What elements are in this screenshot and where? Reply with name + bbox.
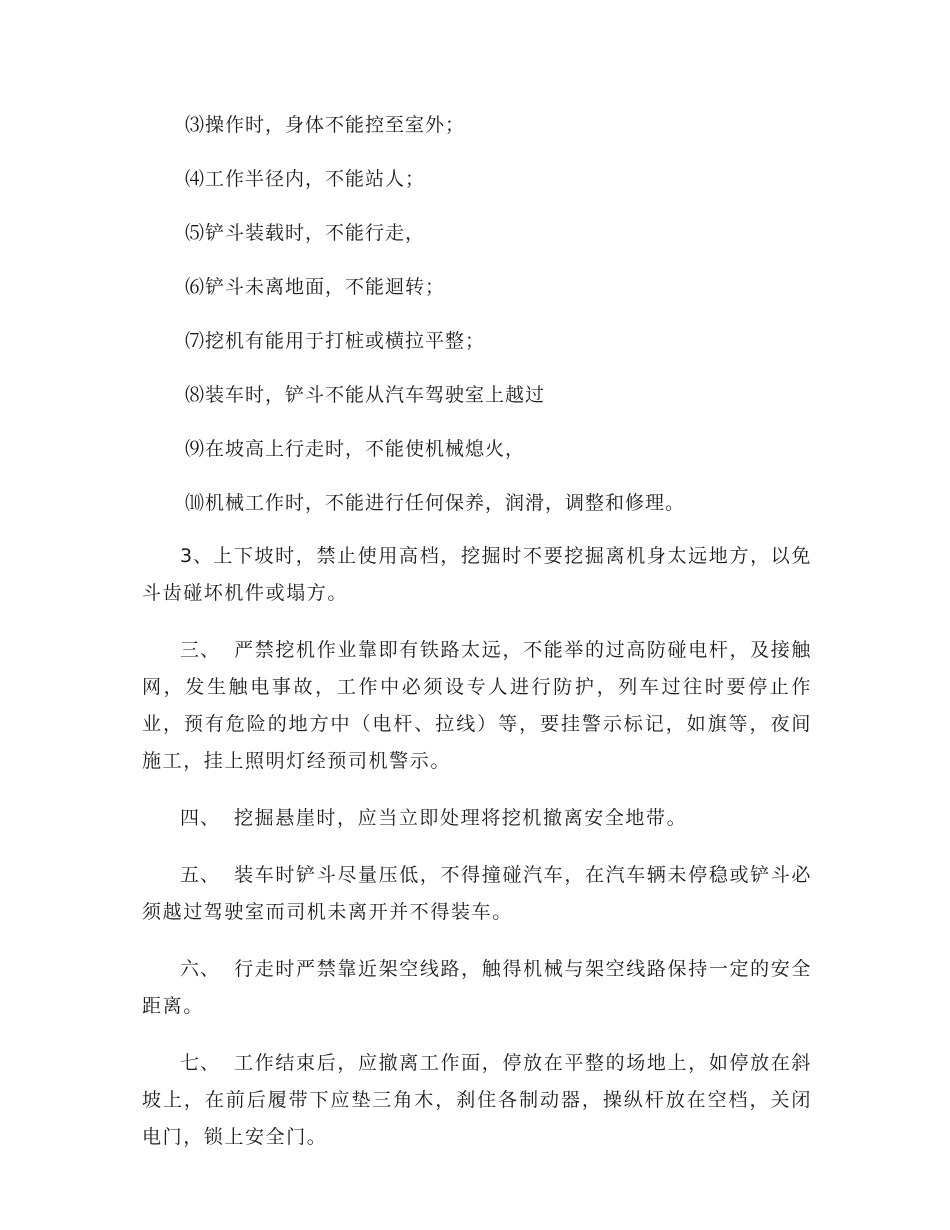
paragraph-text: 严禁挖机作业靠即有铁路太远，不能举的过高防碰电杆，及接触网，发生触电事故，工作中必须设专人进行防护，列车过往时要停止作业，预有危险的地方中（电杆、拉线）等，要挂警示标记，如旗等，夜间施工，挂上照明灯经预司机警示。	[142, 639, 812, 772]
list-item	[185, 166, 812, 192]
paragraph-number: 3、	[180, 545, 214, 567]
item-text: 铲斗装载时，不能行走，	[205, 222, 426, 244]
paragraph-number: 六、	[180, 958, 221, 980]
item-text: 装车时，铲斗不能从汽车驾驶室上越过	[205, 384, 546, 406]
list-item	[185, 274, 812, 300]
paragraph	[142, 951, 812, 1025]
list-item	[185, 436, 812, 462]
item-marker: ⑶	[185, 114, 206, 136]
paragraph-number: 五、	[180, 864, 221, 886]
paragraph-number: 四、	[180, 807, 221, 829]
paragraph-text: 工作结束后，应撤离工作面，停放在平整的场地上，如停放在斜坡上，在前后履带下应垫三角木，刹住各制动器，操纵杆放在空档，关闭电门，锁上安全门。	[142, 1052, 812, 1148]
item-marker: ⑸	[185, 222, 206, 244]
list-item	[185, 220, 812, 246]
item-marker: ⑹	[185, 276, 206, 298]
paragraph-number: 七、	[180, 1052, 221, 1074]
list-item	[185, 328, 812, 354]
item-text: 操作时，身体不能控至室外；	[205, 114, 466, 136]
paragraph-text: 上下坡时，禁止使用高档，挖掘时不要挖掘离机身太远地方，以免斗齿碰坏机件或塌方。	[142, 545, 813, 604]
item-text: 在坡高上行走时，不能使机械熄火，	[205, 438, 526, 460]
paragraph	[142, 538, 812, 612]
item-text: 工作半径内，不能站人；	[205, 168, 426, 190]
item-text: 铲斗未离地面，不能迴转；	[205, 276, 446, 298]
paragraph	[142, 632, 812, 780]
paragraph-text: 挖掘悬崖时，应当立即处理将挖机撤离安全地带。	[234, 807, 688, 829]
paragraph	[142, 857, 812, 931]
list-item	[185, 382, 812, 408]
paragraph	[142, 800, 812, 837]
paragraph-text: 装车时铲斗尽量压低，不得撞碰汽车，在汽车辆未停稳或铲斗必须越过驾驶室而司机未离开并不得装车。	[142, 864, 812, 923]
item-text: 挖机有能用于打桩或横拉平整；	[205, 330, 486, 352]
list-item	[185, 112, 812, 138]
item-marker: ⑺	[185, 330, 206, 352]
paragraph	[142, 1045, 812, 1156]
paragraph-number: 三、	[180, 639, 221, 661]
item-marker: ⑼	[185, 438, 206, 460]
item-marker: ⑽	[185, 492, 206, 514]
paragraph-text: 行走时严禁靠近架空线路，触得机械与架空线路保持一定的安全距离。	[142, 958, 812, 1017]
item-marker: ⑷	[185, 168, 206, 190]
item-marker: ⑻	[185, 384, 206, 406]
document-body	[142, 112, 812, 1176]
item-text: 机械工作时，不能进行任何保养，润滑，调整和修理。	[205, 492, 686, 514]
list-item	[185, 490, 812, 516]
